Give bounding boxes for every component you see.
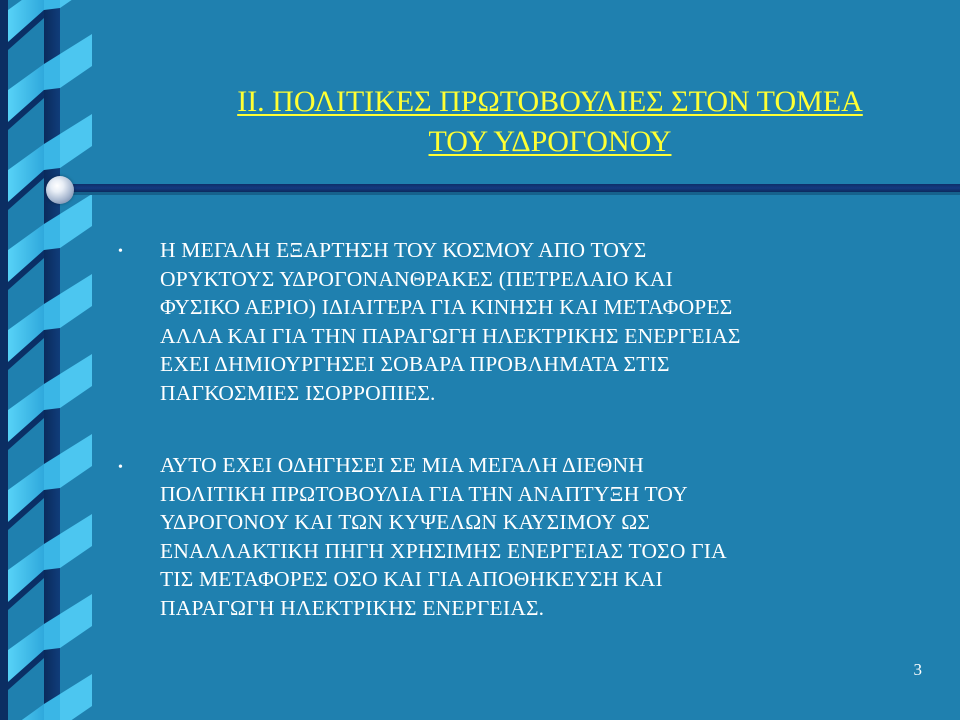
slide-title-line-1: II. ΠΟΛΙΤΙΚΕΣ ΠΡΩΤΟΒΟΥΛΙΕΣ ΣΤΟΝ ΤΟΜΕΑ bbox=[237, 85, 863, 118]
bullet-paragraph-2 bbox=[160, 451, 940, 622]
orb-ornament bbox=[46, 176, 74, 204]
bullet-1-line-2: ΟΡΥΚΤΟΥΣ ΥΔΡΟΓΟΝΑΝΘΡΑΚΕΣ (ΠΕΤΡΕΛΑΙΟ ΚΑΙ bbox=[160, 266, 673, 291]
bullet-2-line-5: ΤΙΣ ΜΕΤΑΦΟΡΕΣ ΟΣΟ ΚΑΙ ΓΙΑ ΑΠΟΘΗΚΕΥΣΗ ΚΑΙ bbox=[160, 567, 663, 591]
title-divider bbox=[52, 184, 960, 192]
bullet-1-line-1: Η ΜΕΓΑΛΗ ΕΞΑΡΤΗΣΗ ΤΟΥ ΚΟΣΜΟΥ ΑΠΟ ΤΟΥΣ bbox=[160, 238, 647, 262]
bullet-2-line-1: ΑΥΤΟ ΕΧΕΙ ΟΔΗΓΗΣΕΙ ΣΕ ΜΙΑ ΜΕΓΑΛΗ ΔΙΕΘΝΗ bbox=[160, 453, 644, 477]
page-number: 3 bbox=[913, 660, 922, 679]
ribbon-decoration bbox=[0, 0, 100, 720]
title-divider-shadow bbox=[52, 192, 960, 195]
bullet-2-line-3: ΥΔΡΟΓΟΝΟΥ ΚΑΙ ΤΩΝ ΚΥΨΕΛΩΝ ΚΑΥΣΙΜΟΥ ΩΣ bbox=[160, 510, 651, 534]
slide-title bbox=[150, 82, 950, 162]
bullet-2-line-6: ΠΑΡΑΓΩΓΗ ΗΛΕΚΤΡΙΚΗΣ ΕΝΕΡΓΕΙΑΣ. bbox=[160, 595, 545, 620]
bullet-2-line-2: ΠΟΛΙΤΙΚΗ ΠΡΩΤΟΒΟΥΛΙΑ ΓΙΑ ΤΗΝ ΑΝΑΠΤΥΞΗ ΤΟΥ bbox=[160, 481, 688, 506]
slide-title-line-2: ΤΟΥ ΥΔΡΟΓΟΝΟΥ bbox=[428, 125, 672, 158]
bullet-1-line-5: ΕΧΕΙ ΔΗΜΙΟΥΡΓΗΣΕΙ ΣΟΒΑΡΑ ΠΡΟΒΛΗΜΑΤΑ ΣΤΙΣ bbox=[160, 352, 670, 376]
bullet-2-line-4: ΕΝΑΛΛΑΚΤΙΚΗ ΠΗΓΗ ΧΡΗΣΙΜΗΣ ΕΝΕΡΓΕΙΑΣ ΤΟΣΟ ΓΙΑ bbox=[160, 538, 727, 563]
bullet-1-line-6: ΠΑΓΚΟΣΜΙΕΣ ΙΣΟΡΡΟΠΙΕΣ. bbox=[160, 380, 436, 405]
bullet-1-line-4: ΑΛΛΑ ΚΑΙ ΓΙΑ ΤΗΝ ΠΑΡΑΓΩΓΗ ΗΛΕΚΤΡΙΚΗΣ ΕΝΕΡΓΕΙΑΣ bbox=[160, 323, 741, 348]
bullet-marker-1: • bbox=[118, 244, 123, 259]
bullet-1-line-3: ΦΥΣΙΚΟ ΑΕΡΙΟ) ΙΔΙΑΙΤΕΡΑ ΓΙΑ ΚΙΝΗΣΗ ΚΑΙ ΜΕΤΑΦΟΡΕΣ bbox=[160, 295, 733, 319]
bullet-marker-2: • bbox=[118, 460, 123, 475]
bullet-paragraph-1 bbox=[160, 236, 940, 407]
